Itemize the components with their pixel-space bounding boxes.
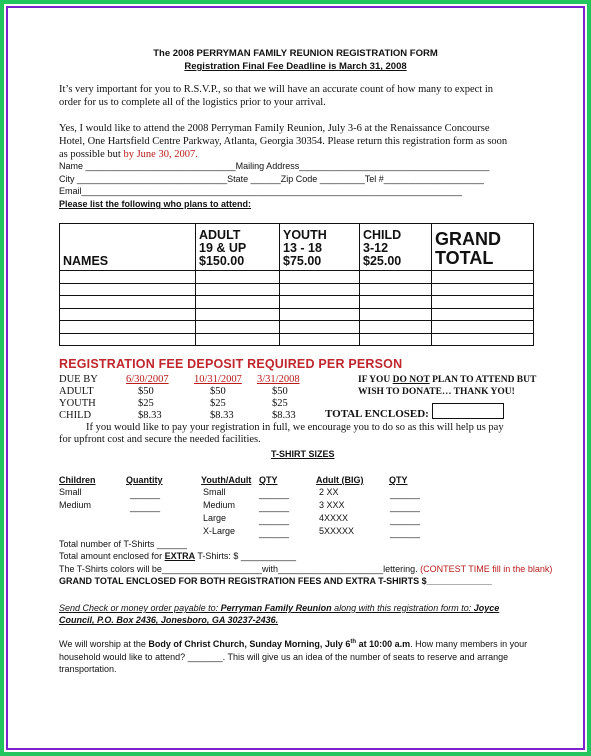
tshirt-sizes-heading: T-SHIRT SIZES [271, 449, 335, 459]
youth-cell[interactable] [280, 283, 360, 296]
deadline-line: Registration Final Fee Deadline is March 31, 2008 [184, 61, 407, 72]
extra-amount-text-c: T-Shirts: $ ___________ [195, 551, 296, 561]
youth-header-price: $75.00 [283, 254, 322, 268]
child-header-ages: 3-12 [363, 241, 389, 255]
due-date-3: 3/31/2008 [257, 374, 300, 385]
not-attend-emphasis: DO NOT [392, 375, 430, 385]
child-cell[interactable] [360, 333, 432, 346]
big-3xxx-qty-blank[interactable]: ______ [390, 502, 421, 512]
total-cell[interactable] [432, 283, 534, 296]
adult-header-ages: 19 & UP [199, 241, 247, 255]
child-header-price: $25.00 [363, 254, 402, 268]
child-small-qty-blank[interactable]: ______ [130, 489, 161, 499]
table-row [60, 308, 534, 321]
adult-cell[interactable] [196, 271, 280, 284]
table-row [60, 271, 534, 284]
table-row [60, 296, 534, 309]
intro-line-2: order for us to complete all of the logistics prior to your arrival. [59, 97, 326, 108]
child-header [360, 224, 432, 271]
youth-cell[interactable] [280, 296, 360, 309]
date-suffix: th [350, 639, 357, 645]
worship-text-a: We will worship at the [59, 639, 149, 649]
adult-header [196, 224, 280, 271]
name-cell[interactable] [60, 296, 196, 309]
attend-line-2: Hotel, One Hartsfield Centre Parkway, Atlanta, Georgia 30354. Please return this registration form as soon [59, 136, 508, 147]
worship-line-2[interactable]: household would like to attend? _______. This will give us an idea of the number of seats to reserve and arrange [59, 652, 509, 662]
due-by-label: DUE BY [59, 374, 98, 385]
youth-fee-1: $25 [138, 398, 154, 409]
grand-total-enclosed-line[interactable]: GRAND TOTAL ENCLOSED FOR BOTH REGISTRATION FEES AND EXTRA T-SHIRTS $_____________ [59, 576, 492, 586]
table-row [60, 333, 534, 346]
grand-total-label-1: GRAND [435, 229, 501, 249]
church-service: Body of Christ Church, Sunday Morning, July 6 [148, 639, 351, 649]
youth-cell[interactable] [280, 308, 360, 321]
child-fee-2: $8.33 [210, 410, 234, 421]
attend-deadline-date: by June 30, 2007. [123, 149, 198, 160]
deposit-title: REGISTRATION FEE DEPOSIT REQUIRED PER PERSON [59, 357, 403, 371]
youth-header-label: YOUTH [283, 228, 327, 242]
tshirt-colors-line[interactable] [59, 564, 552, 574]
grand-total-header [432, 224, 534, 271]
recipient-name: Joyce [473, 603, 500, 613]
service-time: at 10:00 a.m [356, 639, 411, 649]
big-5xxxxx-qty-blank[interactable]: ______ [390, 528, 421, 538]
youth-fee-2: $25 [210, 398, 226, 409]
not-attend-note [358, 375, 536, 385]
total-enclosed-box[interactable] [432, 403, 504, 419]
youth-adult-size-small: Small [203, 487, 226, 497]
adult-cell[interactable] [196, 308, 280, 321]
child-size-medium: Medium [59, 500, 92, 510]
due-date-1: 6/30/2007 [126, 374, 169, 385]
due-date-2: 10/31/2007 [194, 374, 242, 385]
attend-line-3 [59, 149, 198, 160]
adult-fee-1: $50 [138, 386, 154, 397]
table-row [60, 283, 534, 296]
send-along-text: along with this registration form to: [331, 603, 474, 613]
tshirt-colors-text: The T-Shirts colors will be____________________with_____________________lettering. [59, 564, 418, 574]
adult-fee-2: $50 [210, 386, 226, 397]
big-4xxxx-qty-blank[interactable]: ______ [390, 515, 421, 525]
youth-adult-size-large: Large [203, 513, 227, 523]
adult-big-size-4xxxx: 4XXXX [319, 513, 349, 523]
child-header-label: CHILD [363, 228, 402, 242]
worship-text-d: . How many members in your [410, 639, 528, 649]
not-attend-text-a: IF YOU [358, 375, 393, 385]
total-cell[interactable] [432, 271, 534, 284]
pay-in-full-line-1: If you would like to pay your registration in full, we encourage you to do so as this will help us pay [86, 422, 504, 433]
name-cell[interactable] [60, 283, 196, 296]
send-payable-text: Send Check or money order payable to: [59, 603, 221, 613]
child-cell[interactable] [360, 308, 432, 321]
total-cell[interactable] [432, 308, 534, 321]
youth-cell[interactable] [280, 271, 360, 284]
attend-line-3-text: as possible but [59, 149, 124, 160]
pay-in-full-line-2: for upfront cost and secure the needed facilities. [59, 434, 261, 445]
intro-line-1: It’s very important for you to R.S.V.P., so that we will have an accurate count of how many to expect in [59, 84, 494, 95]
youth-cell[interactable] [280, 321, 360, 334]
adult-cell[interactable] [196, 296, 280, 309]
big-2xx-qty-blank[interactable]: ______ [390, 489, 421, 499]
youth-fee-3: $25 [272, 398, 288, 409]
name-cell[interactable] [60, 308, 196, 321]
worship-line-3: transportation. [59, 664, 117, 674]
adult-cell[interactable] [196, 321, 280, 334]
form-title: The 2008 PERRYMAN FAMILY REUNION REGISTRATION FORM [153, 48, 438, 59]
ya-large-qty-blank[interactable]: ______ [259, 515, 290, 525]
send-payment-line-2: Council, P.O. Box 2436, Jonesboro, GA 30237-2436. [59, 615, 279, 625]
qty-column-header-2: QTY [389, 475, 408, 485]
extra-amount-text-a: Total amount enclosed for [59, 551, 165, 561]
children-column-header: Children [59, 475, 96, 485]
adult-big-size-2xx: 2 XX [319, 487, 339, 497]
youth-label: YOUTH [59, 398, 96, 409]
ya-medium-qty-blank[interactable]: ______ [259, 502, 290, 512]
child-cell[interactable] [360, 271, 432, 284]
youth-header [280, 224, 360, 271]
names-header: NAMES [60, 224, 196, 271]
email-field-line[interactable]: Email____________________________________________________________________________ [59, 186, 462, 196]
adult-cell[interactable] [196, 333, 280, 346]
adult-fee-3: $50 [272, 386, 288, 397]
adult-big-size-5xxxxx: 5XXXXX [319, 526, 355, 536]
name-cell[interactable] [60, 271, 196, 284]
total-cell[interactable] [432, 321, 534, 334]
child-cell[interactable] [360, 283, 432, 296]
extra-tshirts-amount-line[interactable] [59, 551, 296, 561]
adult-label: ADULT [59, 386, 94, 397]
attendee-list-heading: Please list the following who plans to attend: [59, 199, 252, 209]
city-field-line[interactable]: City ______________________________State ______Zip Code _________Tel #____________________ [59, 174, 484, 184]
attendee-table-header [60, 224, 534, 271]
child-fee-3: $8.33 [272, 410, 296, 421]
payee-name: Perryman Family Reunion [220, 603, 332, 613]
name-cell[interactable] [60, 321, 196, 334]
youth-cell[interactable] [280, 333, 360, 346]
child-size-small: Small [59, 487, 82, 497]
child-fee-1: $8.33 [138, 410, 162, 421]
quantity-column-header: Quantity [126, 475, 163, 485]
name-cell[interactable] [60, 333, 196, 346]
child-medium-qty-blank[interactable]: ______ [130, 502, 161, 512]
youth-adult-size-medium: Medium [203, 500, 236, 510]
table-row [60, 321, 534, 334]
send-payment-line-1 [59, 603, 499, 613]
youth-adult-size-xlarge: X-Large [203, 526, 236, 536]
child-cell[interactable] [360, 321, 432, 334]
child-label: CHILD [59, 410, 92, 421]
child-cell[interactable] [360, 296, 432, 309]
youth-header-ages: 13 - 18 [283, 241, 322, 255]
adult-big-column-header: Adult (BIG) [316, 475, 364, 485]
adult-header-price: $150.00 [199, 254, 245, 268]
ya-small-qty-blank[interactable]: ______ [259, 489, 290, 499]
ya-xlarge-qty-blank[interactable]: ______ [259, 528, 290, 538]
adult-big-size-3xxx: 3 XXX [319, 500, 345, 510]
adult-cell[interactable] [196, 283, 280, 296]
attend-line-1: Yes, I would like to attend the 2008 Perryman Family Reunion, July 3-6 at the Renaissance Concourse [59, 123, 490, 134]
not-attend-text-c: PLAN TO ATTEND BUT [429, 375, 537, 385]
registration-form-page [14, 14, 577, 742]
total-enclosed-label: TOTAL ENCLOSED: [325, 408, 429, 420]
attendee-table [59, 223, 534, 346]
grand-total-label-2: TOTAL [435, 248, 494, 268]
worship-line-1 [59, 639, 527, 649]
contest-note: (CONTEST TIME fill in the blank) [417, 564, 553, 574]
total-cell[interactable] [432, 296, 534, 309]
total-cell[interactable] [432, 333, 534, 346]
extra-emphasis: EXTRA [164, 551, 196, 561]
youth-adult-column-header: Youth/Adult [201, 475, 252, 485]
qty-column-header-1: QTY [259, 475, 278, 485]
name-field-line[interactable]: Name ______________________________Mailing Address______________________________________ [59, 161, 490, 171]
adult-header-label: ADULT [199, 228, 241, 242]
donate-note: WISH TO DONATE… THANK YOU! [358, 387, 515, 397]
total-tshirts-line[interactable]: Total number of T-Shirts ______ [59, 539, 187, 549]
